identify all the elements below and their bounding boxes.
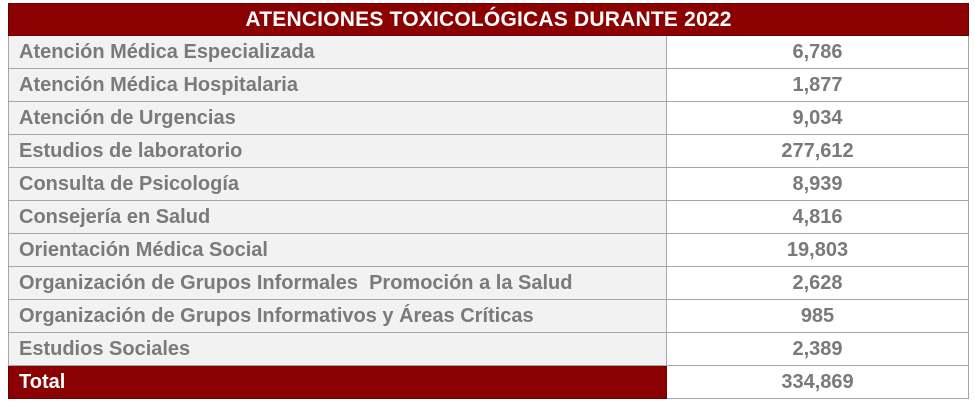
row-value: 19,803 <box>667 234 969 267</box>
total-value: 334,869 <box>667 366 969 399</box>
row-label: Atención de Urgencias <box>9 102 667 135</box>
total-label: Total <box>9 366 667 399</box>
row-value: 2,628 <box>667 267 969 300</box>
total-row <box>9 366 969 399</box>
row-label: Orientación Médica Social <box>9 234 667 267</box>
table-row <box>9 201 969 234</box>
row-value: 1,877 <box>667 69 969 102</box>
row-label: Consejería en Salud <box>9 201 667 234</box>
row-value: 8,939 <box>667 168 969 201</box>
table-row <box>9 135 969 168</box>
row-value: 9,034 <box>667 102 969 135</box>
table-row <box>9 102 969 135</box>
row-label: Organización de Grupos Informales Promoción a la Salud <box>9 267 667 300</box>
row-value: 985 <box>667 300 969 333</box>
table-row <box>9 267 969 300</box>
table-title: ATENCIONES TOXICOLÓGICAS DURANTE 2022 <box>9 4 969 36</box>
row-label: Atención Médica Hospitalaria <box>9 69 667 102</box>
table-row <box>9 234 969 267</box>
row-value: 4,816 <box>667 201 969 234</box>
row-value: 277,612 <box>667 135 969 168</box>
row-label: Estudios Sociales <box>9 333 667 366</box>
row-label: Atención Médica Especializada <box>9 36 667 69</box>
toxicology-table-container <box>8 3 968 399</box>
row-value: 6,786 <box>667 36 969 69</box>
table-row <box>9 333 969 366</box>
table-row <box>9 300 969 333</box>
row-label: Estudios de laboratorio <box>9 135 667 168</box>
row-label: Organización de Grupos Informativos y Áreas Críticas <box>9 300 667 333</box>
table-row <box>9 69 969 102</box>
toxicology-table <box>8 3 969 399</box>
row-value: 2,389 <box>667 333 969 366</box>
row-label: Consulta de Psicología <box>9 168 667 201</box>
table-row <box>9 168 969 201</box>
table-title-row <box>9 4 969 36</box>
table-row <box>9 36 969 69</box>
